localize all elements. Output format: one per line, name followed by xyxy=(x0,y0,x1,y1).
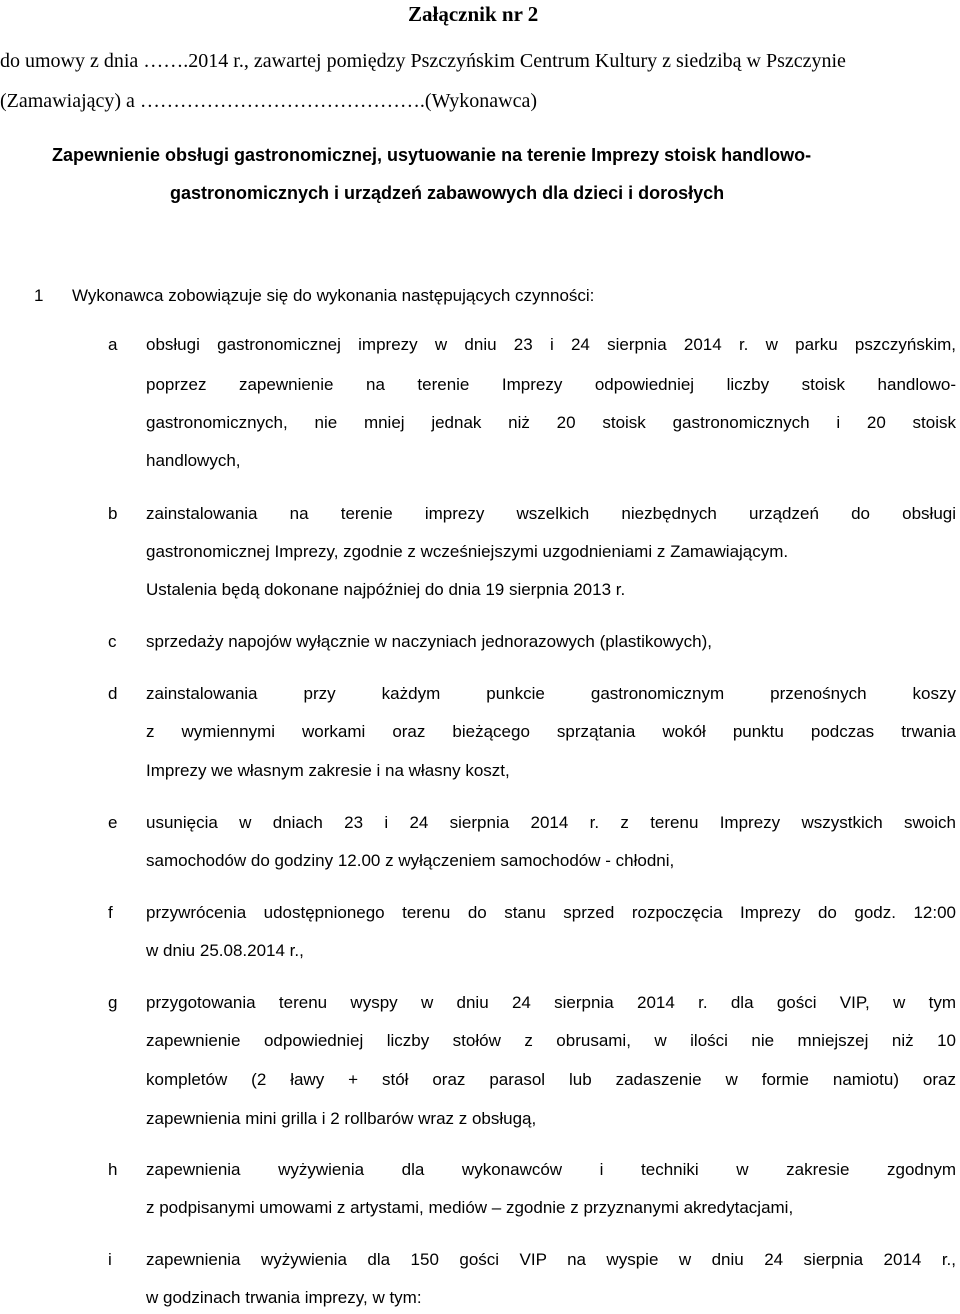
list-marker: b xyxy=(108,504,118,523)
list-item-line: Imprezy we własnym zakresie i na własny koszt, xyxy=(146,761,510,780)
list-item-line: zapewnienia mini grilla i 2 rollbarów wraz z obsługą, xyxy=(146,1109,537,1128)
list-item-line: z podpisanymi umowami z artystami, mediów – zgodnie z przyznanymi akredytacjami, xyxy=(146,1198,794,1217)
list-item-line: zapewnienia wyżywienia dla 150 gości VIP na wyspie w dniu 24 sierpnia 2014 r., xyxy=(146,1250,956,1269)
list-item-line: zainstalowania przy każdym punkcie gastronomicznym przenośnych koszy xyxy=(146,684,956,703)
subject-heading-line-1: Zapewnienie obsługi gastronomicznej, usytuowanie na terenie Imprezy stoisk handlowo- xyxy=(52,145,812,165)
list-marker: e xyxy=(108,813,118,832)
list-marker: h xyxy=(108,1160,118,1179)
list-item-line: przywrócenia udostępnionego terenu do stanu sprzed rozpoczęcia Imprezy do godz. 12:00 xyxy=(146,903,956,922)
list-item-line: z wymiennymi workami oraz bieżącego sprzątania wokół punktu podczas trwania xyxy=(146,722,956,741)
subject-heading-line-2: gastronomicznych i urządzeń zabawowych dla dzieci i dorosłych xyxy=(170,183,725,203)
list-item-line: samochodów do godziny 12.00 z wyłączeniem samochodów - chłodni, xyxy=(146,851,675,870)
section-number: 1 xyxy=(34,286,44,305)
list-item-line: w godzinach trwania imprezy, w tym: xyxy=(146,1288,422,1307)
list-marker: i xyxy=(108,1250,112,1269)
list-item-line: poprzez zapewnienie na terenie Imprezy odpowiedniej liczby stoisk handlowo- xyxy=(146,375,956,394)
list-marker: c xyxy=(108,632,117,651)
list-item-line: zapewnienie odpowiedniej liczby stołów z obrusami, w ilości nie mniejszej niż 10 xyxy=(146,1031,956,1050)
list-item-line: w dniu 25.08.2014 r., xyxy=(146,941,304,960)
list-item-line: usunięcia w dniach 23 i 24 sierpnia 2014 r. z terenu Imprezy wszystkich swoich xyxy=(146,813,956,832)
list-marker: a xyxy=(108,335,118,354)
list-marker: d xyxy=(108,684,118,703)
list-item-line: przygotowania terenu wyspy w dniu 24 sierpnia 2014 r. dla gości VIP, w tym xyxy=(146,993,956,1012)
document-title: Załącznik nr 2 xyxy=(408,2,539,26)
agreement-line-2: (Zamawiający) a …………………………………….(Wykonawca) xyxy=(0,90,537,112)
list-item-line: sprzedaży napojów wyłącznie w naczyniach jednorazowych (plastikowych), xyxy=(146,632,712,651)
list-item-line: gastronomicznych, nie mniej jednak niż 20 stoisk gastronomicznych i 20 stoisk xyxy=(146,413,956,432)
agreement-line-1: do umowy z dnia …….2014 r., zawartej pomiędzy Pszczyńskim Centrum Kultury z siedzibą w Pszczynie xyxy=(0,50,846,72)
list-item-line: handlowych, xyxy=(146,451,241,470)
list-item-line: kompletów (2 ławy + stół oraz parasol lub zadaszenie w formie namiotu) oraz xyxy=(146,1070,956,1089)
list-item-line: Ustalenia będą dokonane najpóźniej do dnia 19 sierpnia 2013 r. xyxy=(146,580,626,599)
list-item-line: gastronomicznej Imprezy, zgodnie z wcześniejszymi uzgodnieniami z Zamawiającym. xyxy=(146,542,789,561)
list-item-line: zapewnienia wyżywienia dla wykonawców i techniki w zakresie zgodnym xyxy=(146,1160,956,1179)
list-item-line: obsługi gastronomicznej imprezy w dniu 23 i 24 sierpnia 2014 r. w parku pszczyńskim, xyxy=(146,335,956,354)
section-intro: Wykonawca zobowiązuje się do wykonania następujących czynności: xyxy=(72,286,595,305)
list-item-line: zainstalowania na terenie imprezy wszelkich niezbędnych urządzeń do obsługi xyxy=(146,504,956,523)
list-marker: f xyxy=(108,903,113,922)
list-marker: g xyxy=(108,993,118,1012)
